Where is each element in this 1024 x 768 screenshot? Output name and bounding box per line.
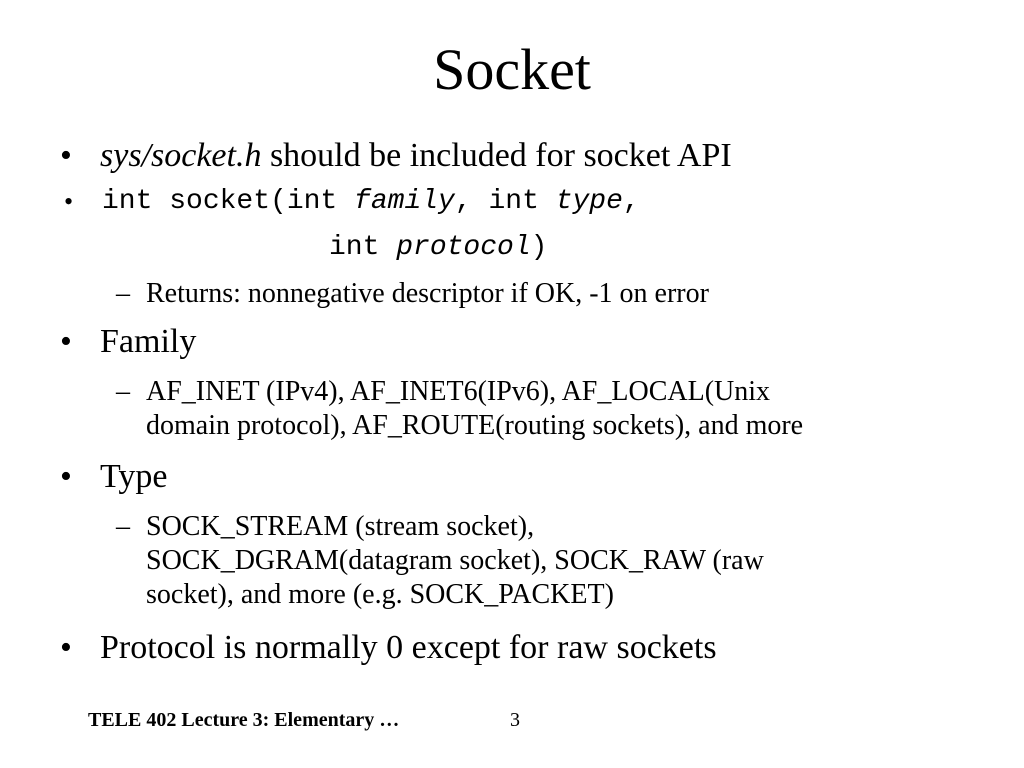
code-line-1: [102, 185, 640, 219]
bullet-text-rest: should be included for socket API: [261, 137, 732, 174]
protocol-note: Protocol is normally 0 except for raw sockets: [100, 629, 717, 666]
dash-symbol: –: [116, 376, 130, 407]
slide-title: Socket: [433, 37, 591, 102]
code-part: int: [329, 232, 397, 263]
family-detail-line: AF_INET (IPv4), AF_INET6(IPv6), AF_LOCAL(Unix: [146, 376, 771, 407]
family-label: Family: [100, 323, 197, 360]
type-detail: [146, 510, 764, 612]
code-param-protocol: protocol: [396, 232, 531, 263]
footer-title: TELE 402 Lecture 3: Elementary …: [88, 709, 400, 731]
dash-symbol: –: [116, 511, 130, 542]
dash-symbol: –: [116, 278, 130, 309]
code-param-family: family: [354, 186, 455, 217]
bullet-symbol: •: [60, 137, 72, 174]
header-file-name: sys/socket.h: [100, 137, 262, 174]
code-param-type: type: [555, 186, 623, 217]
bullet-symbol: •: [60, 323, 72, 360]
returns-text: Returns: nonnegative descriptor if OK, -1 on error: [146, 278, 709, 309]
code-part: ,: [622, 186, 640, 217]
type-detail-line: SOCK_DGRAM(datagram socket), SOCK_RAW (raw: [146, 545, 764, 576]
code-part: int socket(int: [102, 186, 355, 217]
bullet-text: [100, 136, 732, 176]
page-number: 3: [510, 709, 520, 731]
code-bullet-symbol: •: [64, 187, 74, 216]
code-part: ): [530, 232, 548, 263]
type-label: Type: [100, 458, 168, 495]
code-line-2: [329, 231, 547, 265]
type-detail-line: SOCK_STREAM (stream socket),: [146, 511, 535, 542]
type-detail-line: socket), and more (e.g. SOCK_PACKET): [146, 579, 614, 610]
family-detail: [146, 375, 803, 443]
code-part: , int: [454, 186, 556, 217]
bullet-symbol: •: [60, 629, 72, 666]
family-detail-line: domain protocol), AF_ROUTE(routing sockets), and more: [146, 410, 804, 441]
bullet-symbol: •: [60, 458, 72, 495]
